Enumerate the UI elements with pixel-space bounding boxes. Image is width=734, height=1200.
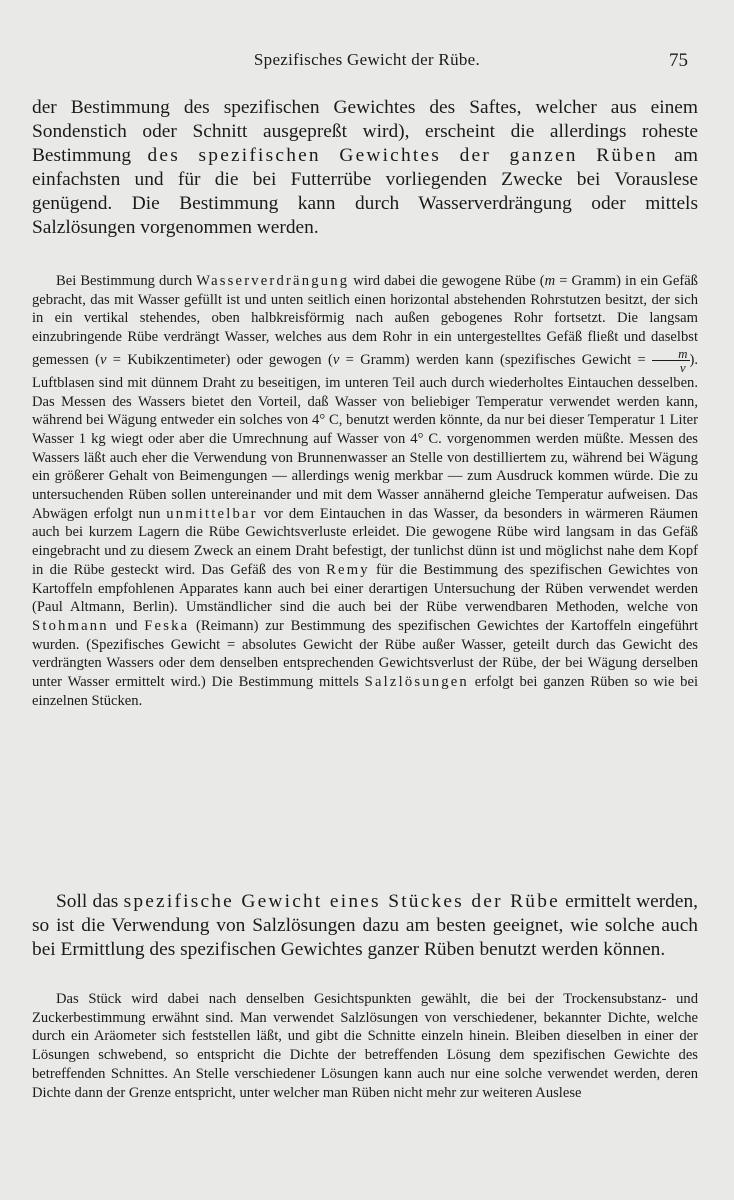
emphasis-unmittelbar: unmittelbar: [166, 505, 258, 522]
fraction-numerator: m: [652, 347, 689, 361]
second-text-2: ermittelt werden, so ist die Verwendung von Salzlösungen dazu am besten geeignet, wie solche auch bei Ermittlung des spezifischen Gewichtes ganzer Rüben benutzt werden können.: [32, 891, 698, 960]
fraction-m-over-v: [652, 347, 689, 374]
intro-continuation: am einfachsten und für die bei Futterrübe vorliegenden Zwecke bei Vorauslese genügend. Die Bestimmung kann durch Wasserverdrängung oder mittels Salzlösungen vorgenommen werden.: [32, 145, 698, 238]
intro-text: der Bestimmung des spezifischen Gewichtes des Saftes, welcher aus einem Sondenstich oder Schnitt ausgepreßt wird), erscheint die allerdings roheste Bestimmung: [32, 97, 698, 166]
small-text-10: (Reimann) zur Bestimmung des spezifischen Gewichtes der Kartoffeln eingeführt wurden. (Spezifisches Gewicht = absolutes Gewicht der Rübe außer Wasser, geteilt durch das Gewicht des verdrängten Wassers oder dem denselben entsprechenden Gewichtsverlust der Rübe, der bei Wägung derselben unter Wasser ermittelt wird.) Die Bestimmung mittels: [32, 617, 699, 691]
intro-paragraph: [32, 96, 698, 240]
small-text-5: = Gramm) werden kann (spezifisches Gewicht =: [345, 351, 646, 368]
small-text-7: vor dem Eintauchen in das Wasser, da besonders in wärmeren Räumen auch bei kurzem Lagern die Rübe Gewichtsverluste erleidet. Die gewogene Rübe wird langsam in das Gefäß eingebracht und zu diesem Zweck an einem Draht befestigt, der tunlichst dünn ist und möglichst nahe dem Kopf in die Rübe gesteckt wird. Das Gefäß des von: [32, 505, 698, 578]
var-m: m: [544, 273, 556, 289]
name-feska: Feska: [144, 617, 190, 634]
emphasis-salzloesungen: Salzlösungen: [364, 674, 469, 691]
page-number: 75: [669, 50, 688, 71]
small-text-9: und: [115, 617, 138, 634]
second-large-paragraph: [32, 890, 698, 962]
small-text-2: wird dabei die gewogene Rübe (: [353, 273, 545, 289]
small-text-6: ). Luftblasen sind mit dünnem Draht zu beseitigen, im unteren Teil auch durch wiederholtes Eintauchen desselben. Das Messen des Wassers bietet den Vorteil, daß Wasser von beliebiger Temperatur verwendet werden kann, während bei Wägung entweder ein solches von 4° C, benutzt werden könnte, da nur bei dieser Temperatur 1 Liter Wasser 1 kg wiegt oder aber die Umrechnung auf Wasser von 4° C. vorgenommen werden müßte. Messen des Wassers läßt auch eher die Verwendung von Brunnenwasser an Stelle von destilliertem zu, während bei Wägung ein größerer Gehalt von Beimengungen — allerdings wenig merkbar — zum Ausdruck kommen würde. Die zu untersuchenden Rüben sollen untereinander und mit dem Wasser annähernd gleiche Temperatur aufweisen. Das Abwägen erfolgt nun: [32, 351, 699, 522]
final-small-paragraph: [32, 990, 698, 1102]
intro-emphasis: des spezifischen Gewichtes der ganzen Rüben: [147, 145, 658, 166]
small-print-block: [32, 272, 698, 710]
name-stohmann: Stohmann: [32, 617, 109, 634]
fraction-denominator: v: [679, 359, 686, 375]
name-remy: Remy: [326, 561, 370, 578]
second-text-1: Soll das: [56, 891, 119, 912]
small-text-8: für die Bestimmung des spezifischen Gewichtes von Kartoffeln empfohlenen Apparates kann auch bei einer derartigen Untersuchung der Rüben verwendet werden (Paul Altmann, Berlin). Umständlicher sind die auch bei der Rübe verwendbaren Methoden, welche von: [32, 561, 698, 616]
running-title: Spezifisches Gewicht der Rübe.: [253, 50, 481, 69]
small-text-4: = Kubikzentimeter) oder gewogen (: [112, 351, 333, 368]
small-text-3: = Gramm) in ein Gefäß gebracht, das mit Wasser gefüllt ist und unten seitlich einen horizontal abstehenden Rohrstutzen besitzt, der sich in ein vertikal stehendes, oben halbkreisförmig nach außen gebogenes Rohr fortsetzt. Die langsam einzubringende Rübe verdrängt Wasser, welches aus dem Rohr in ein untergestelltes Gefäß fließt und daselbst gemessen (: [32, 273, 698, 368]
small-text-1: Bei Bestimmung durch: [56, 273, 193, 289]
final-small-text: Das Stück wird dabei nach denselben Gesichtspunkten gewählt, die bei der Trockensubstanz- und Zuckerbestimmung erwähnt sind. Man verwendet Salzlösungen von verschiedener, bekannter Dichte, welche durch ein Aräometer sich feststellen läßt, und gibt die Schnitte einzeln hinein. Bleiben dieselben in einer der Lösungen schwebend, so entspricht die Dichte der betreffenden Lösung dem spezifischen Gewichte des betreffenden Schnittes. An Stelle verschiedener Lösungen kann auch nur eine solche verwendet werden, deren Dichte dann der Grenze entspricht, unter welcher man Rüben nicht mehr zur weiteren Auslese: [32, 991, 698, 1101]
page-header: [0, 50, 734, 76]
emphasis-wasserverdraengung: Wasserverdrängung: [196, 273, 350, 289]
var-v-1: v: [99, 351, 107, 368]
var-v-2: v: [332, 351, 340, 368]
small-text-11: erfolgt bei ganzen Rüben so wie bei einzelnen Stücken.: [32, 674, 699, 709]
second-emphasis: spezifische Gewicht eines Stückes der Rübe: [123, 891, 560, 912]
